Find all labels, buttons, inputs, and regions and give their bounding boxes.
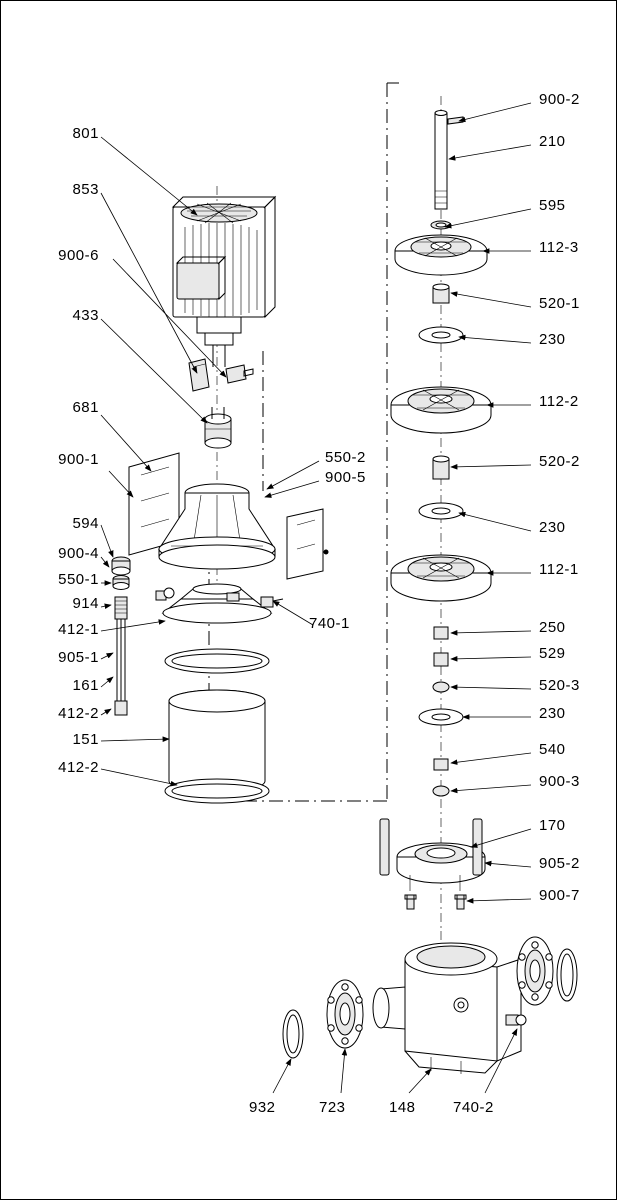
sleeve-and-orings: [156, 584, 283, 803]
part-label-550-1: 550-1: [58, 571, 99, 588]
part-label-412-2-upper: 412-2: [58, 705, 99, 722]
part-label-230-upper: 230: [539, 331, 566, 348]
part-label-529: 529: [539, 645, 566, 662]
part-label-900-1: 900-1: [58, 451, 99, 468]
part-label-900-7: 900-7: [539, 887, 580, 904]
part-label-723: 723: [319, 1099, 346, 1116]
leader-lines-right: [445, 103, 531, 901]
part-label-433: 433: [72, 307, 99, 324]
part-label-900-6: 900-6: [58, 247, 99, 264]
part-label-681: 681: [72, 399, 99, 416]
pump-housing: [283, 937, 577, 1074]
part-label-801: 801: [72, 125, 99, 142]
part-label-900-3: 900-3: [539, 773, 580, 790]
part-label-853: 853: [72, 181, 99, 198]
part-label-412-1: 412-1: [58, 621, 99, 638]
part-label-230-middle: 230: [539, 519, 566, 536]
part-label-151: 151: [72, 731, 99, 748]
part-label-594: 594: [72, 515, 99, 532]
part-label-148: 148: [389, 1099, 416, 1116]
motor-assembly: [173, 197, 275, 367]
part-label-900-2: 900-2: [539, 91, 580, 108]
part-label-595: 595: [539, 197, 566, 214]
part-label-112-1: 112-1: [539, 561, 579, 578]
part-label-905-2: 905-2: [539, 855, 580, 872]
part-label-520-1: 520-1: [539, 295, 580, 312]
part-label-740-1: 740-1: [309, 615, 350, 632]
part-label-170: 170: [539, 817, 566, 834]
part-label-161: 161: [72, 677, 99, 694]
part-label-112-2: 112-2: [539, 393, 579, 410]
part-label-520-3: 520-3: [539, 677, 580, 694]
part-label-250: 250: [539, 619, 566, 636]
base-plate-assembly: [380, 819, 485, 909]
part-label-112-3: 112-3: [539, 239, 579, 256]
part-label-914: 914: [72, 595, 99, 612]
part-label-412-2-lower: 412-2: [58, 759, 99, 776]
part-label-520-2: 520-2: [539, 453, 580, 470]
part-label-550-2: 550-2: [325, 449, 366, 466]
part-label-900-4: 900-4: [58, 545, 99, 562]
part-label-932: 932: [249, 1099, 276, 1116]
part-label-230-lower: 230: [539, 705, 566, 722]
tie-rod-parts: [112, 557, 130, 715]
part-label-210: 210: [539, 133, 566, 150]
pump-shaft: [431, 111, 463, 230]
part-label-900-5: 900-5: [325, 469, 366, 486]
part-label-540: 540: [539, 741, 566, 758]
part-label-740-2: 740-2: [453, 1099, 494, 1116]
part-label-905-1: 905-1: [58, 649, 99, 666]
